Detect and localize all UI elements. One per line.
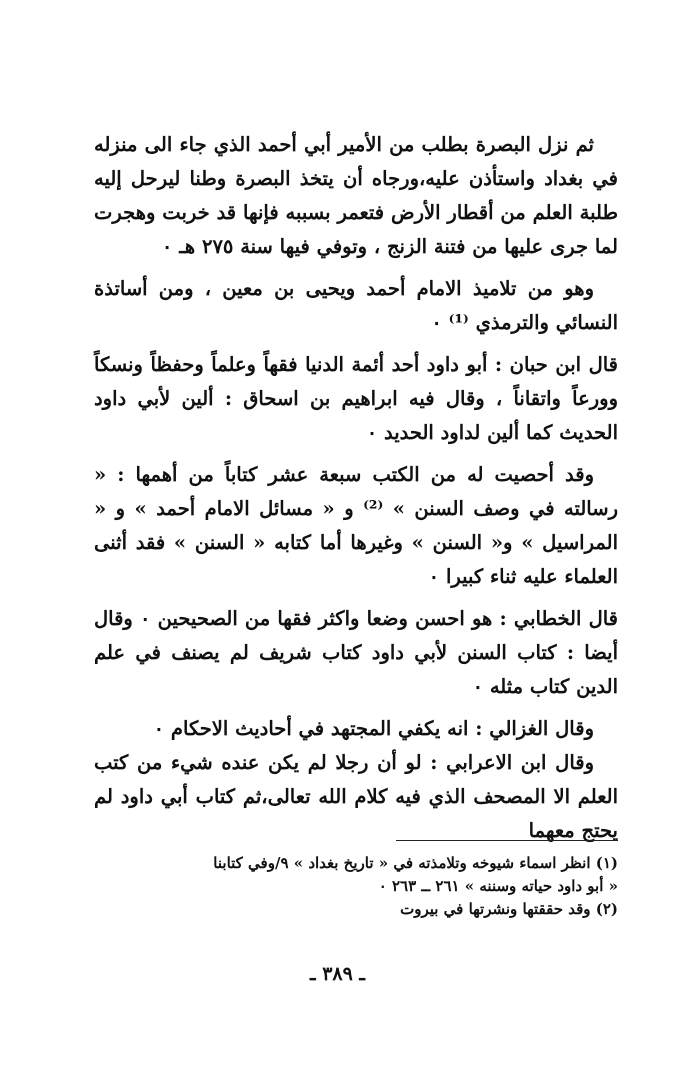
paragraph-teachers: وهو من تلاميذ الامام أحمد ويحيى بن معين ، ومن أساتذة النسائي والترمذي ⁽¹⁾ ٠ xyxy=(94,277,618,334)
paragraph-ibn-hibban: قال ابن حبان : أبو داود أحد أئمة الدنيا فقهاً وعلماً وحفظاً ونسكاً وورعاً واتقاناً ، وقال فيه ابراهيم بن اسحاق : ألين لأبي داود الحديث كما ألين لداود الحديد ٠ xyxy=(94,353,618,444)
page-number: ـ ٣٨٩ ـ xyxy=(310,963,365,985)
footnote-1-line-2: « أبو داود حياته وسننه » ٢٦١ ــ ٢٦٣ ٠ xyxy=(378,877,618,895)
paragraph-basra: ثم نزل البصرة بطلب من الأمير أبي أحمد الذي جاء الى منزله في بغداد واستأذن عليه،ورجاه أن يتخذ البصرة وطنا ليرحل إليه طلبة العلم من أقطار الأرض فتعمر بسببه فإنها قد خربت وهجرت لما جرى عليها من فتنة الزنج ، وتوفي فيها سنة ٢٧٥ هـ ٠ xyxy=(94,133,618,258)
paragraph-ghazali: وقال الغزالي : انه يكفي المجتهد في أحاديث الاحكام ٠ xyxy=(153,717,594,740)
main-text xyxy=(94,128,618,848)
paragraph-khattabi: قال الخطابي : هو احسن وضعا واكثر فقها من الصحيحين ٠ وقال أيضا : كتاب السنن لأبي داود كتاب شريف لم يصنف في علم الدين كتاب مثله ٠ xyxy=(94,607,619,698)
footnotes xyxy=(94,852,618,921)
paragraph-books: وقد أحصيت له من الكتب سبعة عشر كتاباً من أهمها : « رسالته في وصف السنن » ⁽²⁾ و « مسائل الامام أحمد » و « المراسيل » و« السنن » وغيرها أما كتابه « السنن » فقد أثنى العلماء عليه ثناء كبيرا ٠ xyxy=(94,463,618,588)
paragraph-ibn-arabi: وقال ابن الاعرابي : لو أن رجلا لم يكن عنده شيء من كتب العلم الا المصحف الذي فيه كلام الله تعالى،ثم كتاب أبي داود لم يحتج معهما xyxy=(94,751,618,842)
footnote-1-line-1: (١) انظر اسماء شيوخه وتلامذته في « تاريخ بغداد » ٩/وفي كتابنا xyxy=(213,854,618,872)
footnote-divider xyxy=(396,840,618,841)
footnote-2: (٢) وقد حققتها ونشرتها في بيروت xyxy=(400,900,618,918)
